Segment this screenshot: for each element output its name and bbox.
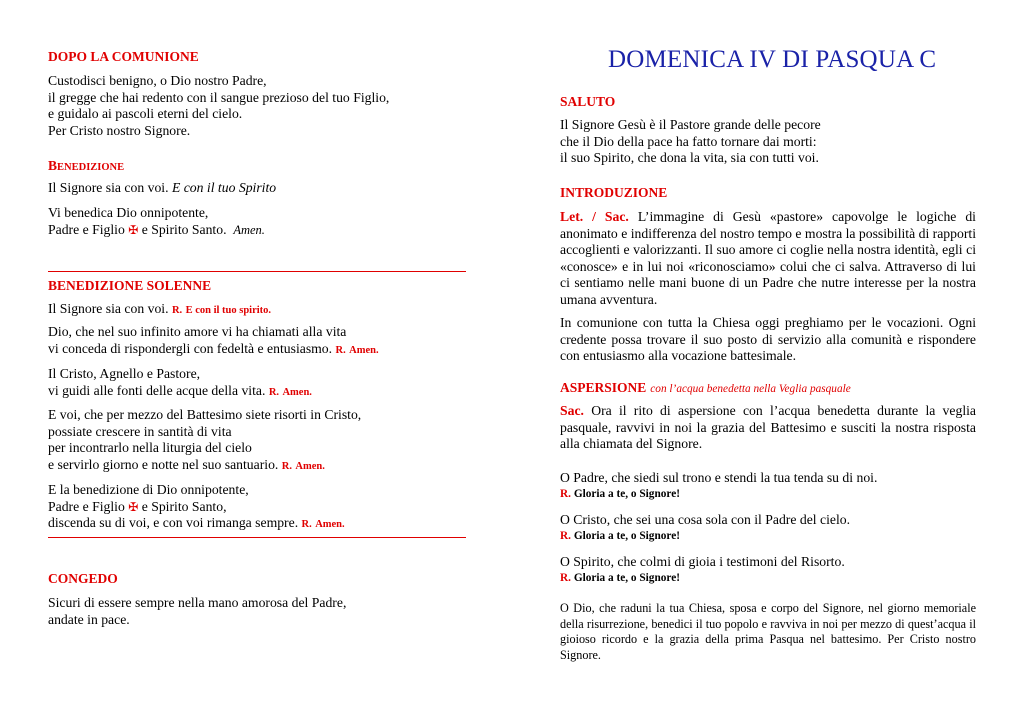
aspersione-closing-prayer: O Dio, che raduni la tua Chiesa, sposa e corpo del Signore, nel giorno memoriale della risurrezione, benedici il tuo popolo e ravviva in noi per mezzo di quest’acqua il gioioso ricordo e la grazia della prima Pasqua nel battesimo. Per Cristo nostro Signore. (560, 601, 976, 662)
divider (48, 271, 466, 272)
dopo-comunione-heading: DOPO LA COMUNIONE (48, 49, 199, 64)
text-line: Custodisci benigno, o Dio nostro Padre, (48, 73, 267, 88)
text-line: e guidalo ai pascoli eterni del cielo. (48, 106, 243, 122)
saluto-heading: SALUTO (560, 94, 616, 109)
solenne-paragraph-4: E la benedizione di Dio onnipotente, Padre e Figlio ✠ e Spirito Santo, discenda su di voi, e con voi rimanga sempre. R. Amen. (48, 482, 345, 531)
solenne-paragraph-2: Il Cristo, Agnello e Pastore, vi guidi alle fonti delle acque della vita. R. Amen. (48, 366, 312, 398)
benedizione-solenne-heading: BENEDIZIONE SOLENNE (48, 278, 212, 293)
cross-icon: ✠ (128, 222, 139, 237)
invocation-2: O Cristo, che sei una cosa sola con il Padre del cielo. R. Gloria a te, o Signore! (560, 512, 851, 542)
cross-icon: ✠ (128, 499, 139, 514)
benedizione-heading: BENEDIZIONE (48, 158, 125, 173)
aspersione-heading: ASPERSIONE con l’acqua benedetta nella Veglia pasquale (560, 380, 851, 395)
congedo-heading: CONGEDO (48, 571, 118, 586)
invocation-1: O Padre, che siedi sul trono e stendi la tua tenda su di noi. R. Gloria a te, o Signore! (560, 470, 878, 500)
introduzione-heading: INTRODUZIONE (560, 185, 668, 200)
solenne-paragraph-3: E voi, che per mezzo del Battesimo siete risorti in Cristo, possiate crescere in santità di vita per incontrarlo nella liturgia del cielo e servirlo giorno e notte nel suo santuario. R. Amen. (48, 407, 362, 472)
introduzione-paragraph-1: Let. / Sac. L’immagine di Gesù «pastore» capovolge le logiche di anonimato e indifferenza del nostro tempo e mostra la possibilità di rapporti accoglienti e valorizzanti. Il suo amore ci coglie nella nostra identità, egli ci «conosce» e in lui noi «riconosciamo» colui che ci salva. Attraverso di lui ci sentiamo nelle mani buone di un Padre che nutre interesse per la nostra umana avventura. (560, 209, 976, 307)
text-line: il gregge che hai redento con il sangue prezioso del tuo Figlio, (48, 89, 390, 105)
solenne-paragraph-1: Dio, che nel suo infinito amore vi ha chiamati alla vita vi conceda di rispondergli con fedeltà e entusiasmo. R. Amen. (48, 324, 379, 356)
introduzione-paragraph-2: In comunione con tutta la Chiesa oggi preghiamo per le vocazioni. Ogni credente possa trovare il suo posto di servizio alla comunità e rispondere con entusiasmo alla vocazione battesimale. (560, 315, 976, 364)
solenne-greeting: Il Signore sia con voi. R. E con il tuo spirito. (48, 301, 272, 316)
benedizione-text: Vi benedica Dio onnipotente, Padre e Figlio ✠ e Spirito Santo. Amen. (48, 205, 265, 237)
congedo-text: Sicuri di essere sempre nella mano amorosa del Padre, andate in pace. (48, 595, 347, 627)
divider (48, 537, 466, 538)
saluto-text: Il Signore Gesù è il Pastore grande delle pecore che il Dio della pace ha fatto tornare dai morti: il suo Spirito, che dona la vita, sia con tutti voi. (560, 117, 821, 166)
aspersione-paragraph: Sac. Ora il rito di aspersione con l’acqua benedetta durante la veglia pasquale, ravvivi in noi la grazia del Battesimo e susciti la nostra risposta alla chiamata del Signore. (560, 403, 977, 452)
invocation-3: O Spirito, che colmi di gioia i testimoni del Risorto. R. Gloria a te, o Signore! (560, 554, 845, 584)
dopo-comunione-text (48, 73, 389, 139)
benedizione-greeting: Il Signore sia con voi. E con il tuo Spirito (48, 180, 277, 195)
text-line: Per Cristo nostro Signore. (48, 122, 191, 138)
page-title: DOMENICA IV DI PASQUA C (608, 46, 937, 73)
